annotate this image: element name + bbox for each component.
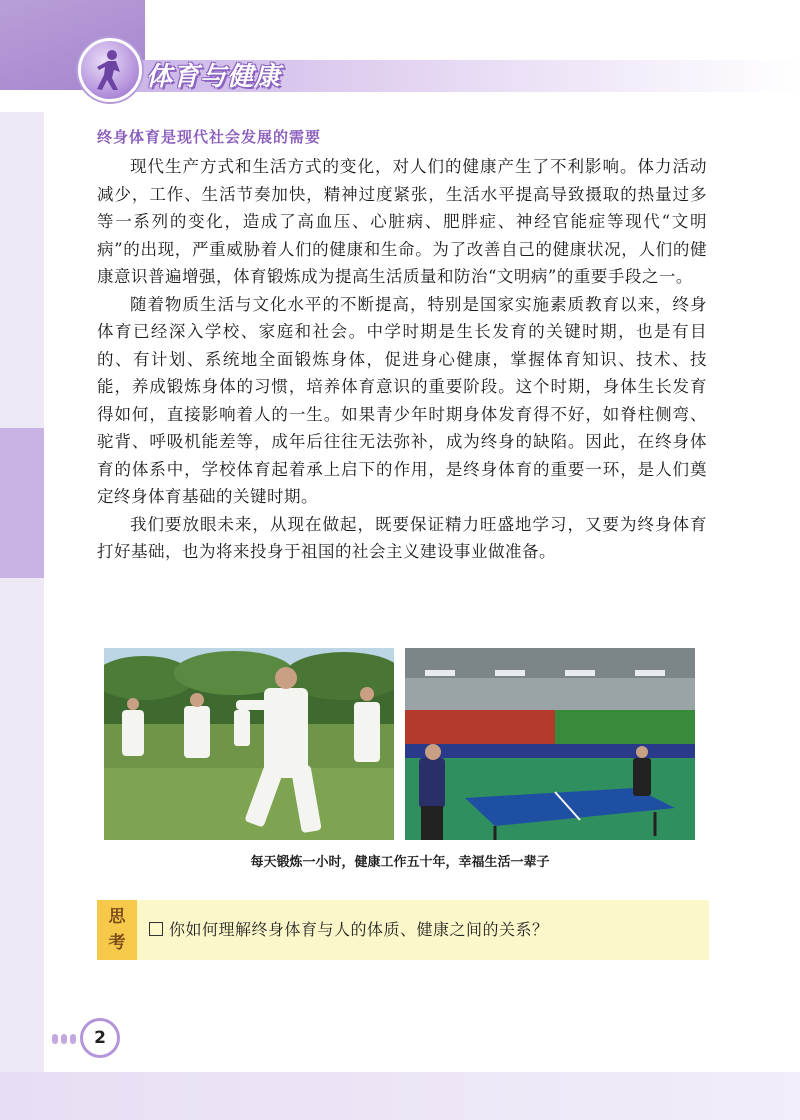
checkbox-icon: [149, 922, 163, 936]
footer-band: [0, 1072, 800, 1120]
paragraph-3: 我们要放眼未来，从现在做起，既要保证精力旺盛地学习，又要为终身体育打好基础，也为将来投身于祖国的社会主义建设事业做准备。: [97, 514, 707, 561]
main-content: [97, 118, 707, 566]
paragraph-1: 现代生产方式和生活方式的变化，对人们的健康产生了不利影响。体力活动减少，工作、生活节奏加快，精神过度紧张，生活水平提高导致摄取的热量过多等一系列的变化，造成了高血压、心脏病、肥胖症、神经官能症等现代“文明病”的出现，严重威胁着人们的健康和生命。为了改善自己的健康状况，人们的健康意识普遍增强，体育锻炼成为提高生活质量和防治“文明病”的重要手段之一。: [97, 157, 707, 286]
think-question: [149, 917, 549, 940]
page-number: 2: [80, 1018, 120, 1058]
think-label-char-2: 考: [108, 933, 126, 953]
paragraph-2: 随着物质生活与文化水平的不断提高，特别是国家实施素质教育以来，终身体育已经深入学校、家庭和社会。中学时期是生长发育的关键时期，也是有目的、有计划、系统地全面锻炼身体，促进身心健康，掌握体育知识、技术、技能，养成锻炼身体的习惯，培养体育意识的重要阶段。这个时期，身体生长发育得如何，直接影响着人的一生。如果青少年时期身体发育得不好，如脊柱侧弯、驼背、呼吸机能差等，成年后往往无法弥补，成为终身的缺陷。因此，在终身体育的体系中，学校体育起着承上启下的作用，是终身体育的重要一环，是人们奠定终身体育基础的关键时期。: [97, 294, 707, 506]
think-question-text: 你如何理解终身体育与人的体质、健康之间的关系？: [169, 920, 549, 939]
think-label: [97, 900, 137, 960]
header-title: 体育与健康: [146, 62, 282, 92]
section-title: 终身体育是现代社会发展的需要: [97, 128, 322, 146]
left-margin-rail: [0, 112, 44, 1072]
tai-chi-photo: [104, 648, 394, 840]
think-box: [97, 900, 709, 960]
photo-caption: 每天锻炼一小时，健康工作五十年，幸福生活一辈子: [250, 855, 550, 870]
left-margin-tab: [0, 428, 44, 578]
athlete-logo-icon: [78, 38, 142, 102]
page-header: [0, 0, 800, 112]
table-tennis-photo: [405, 648, 695, 840]
think-label-char-1: 思: [108, 907, 126, 927]
page-number-badge: [52, 1018, 142, 1062]
photo-row: [104, 648, 696, 840]
